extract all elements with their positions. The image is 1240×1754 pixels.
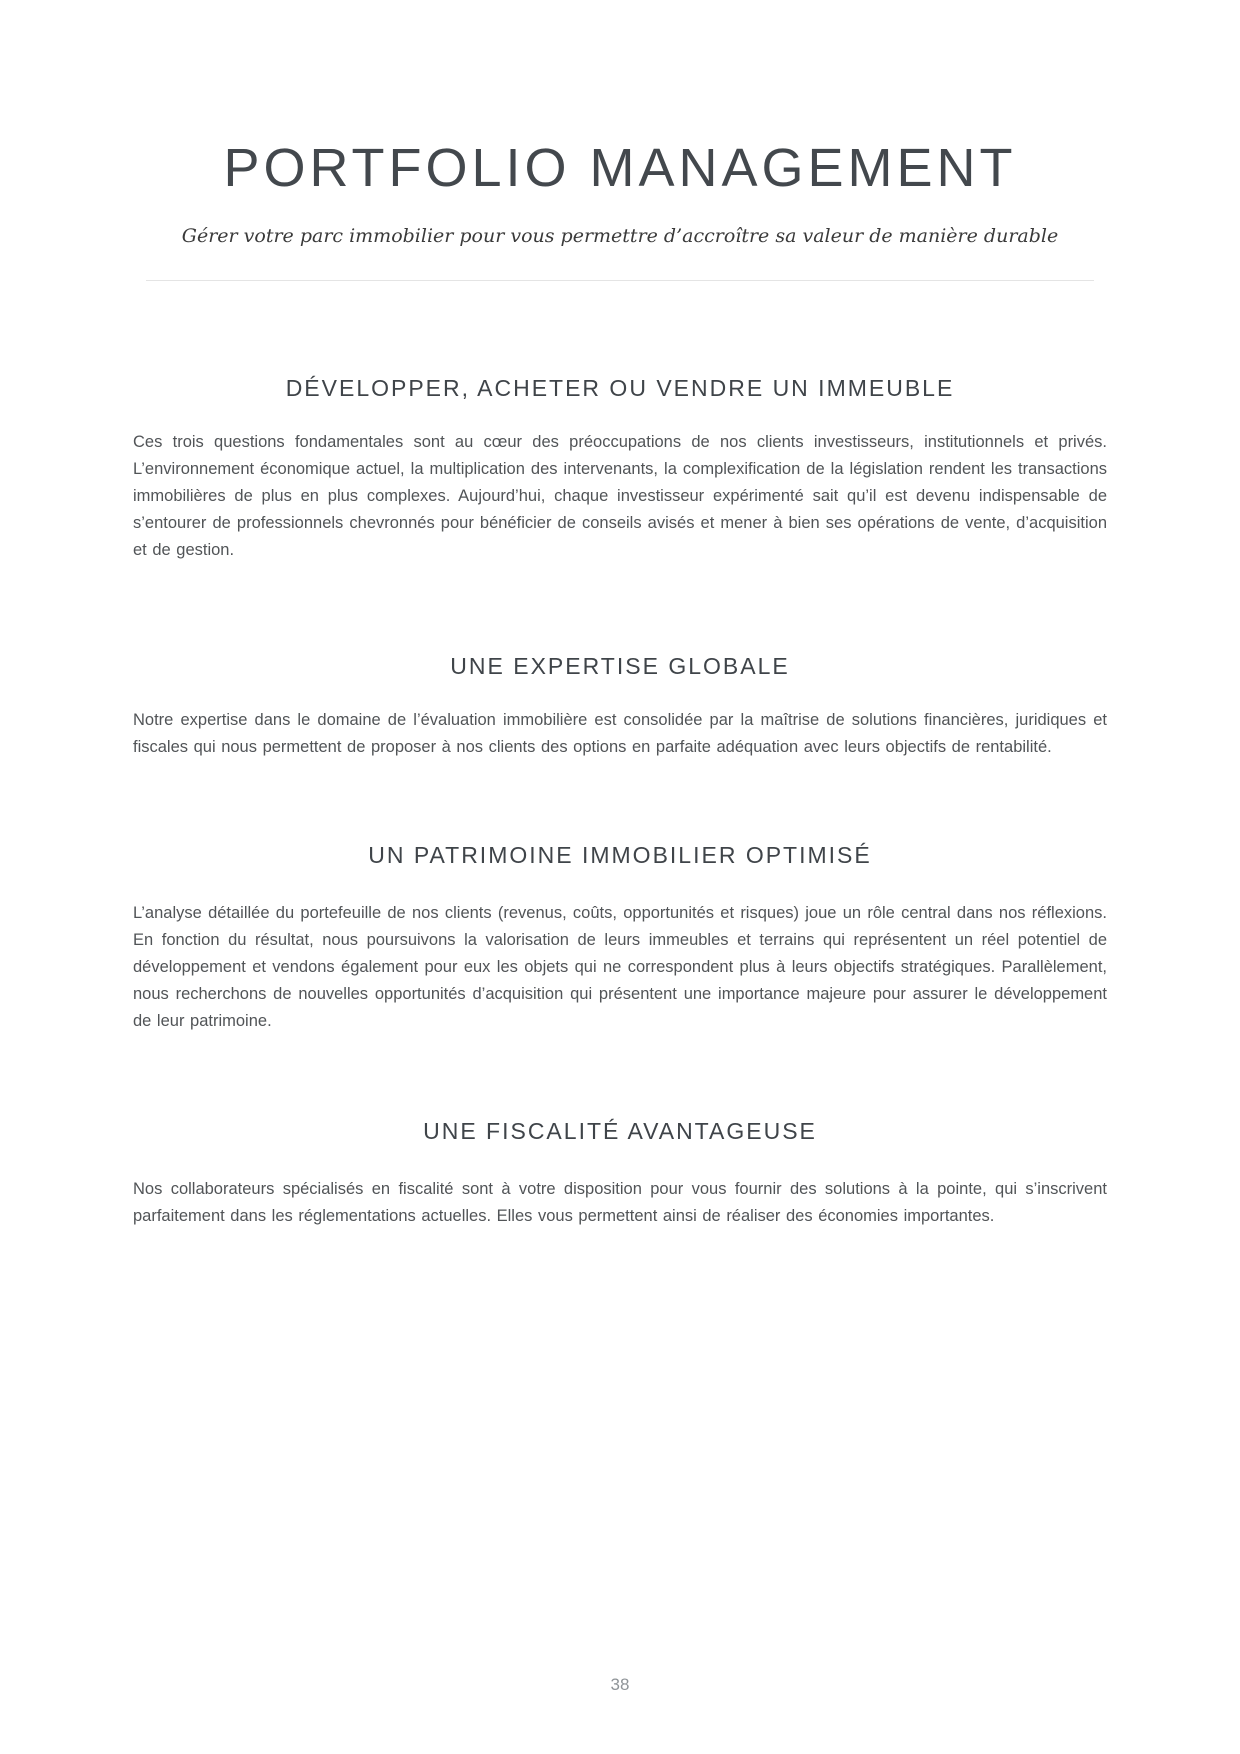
section-optimized-portfolio bbox=[133, 840, 1107, 1035]
section-body-text: L’analyse détaillée du portefeuille de nos clients (revenus, coûts, opportunités et risques) joue un rôle central dans nos réflexions. En fonction du résultat, nous poursuivons la valorisation de leurs immeubles et terrains qui représentent un réel potentiel de développement et vendons également pour eux les objets qui ne correspondent plus à leurs objectifs stratégiques. Parallèlement, nous recherchons de nouvelles opportunités d’acquisition qui présentent une importance majeure pour assurer le développement de leur patrimoine. bbox=[133, 904, 1107, 1030]
page-subtitle: Gérer votre parc immobilier pour vous permettre d’accroître sa valeur de manière durable bbox=[181, 225, 1059, 247]
section-body-text: Notre expertise dans le domaine de l’évaluation immobilière est consolidée par la maîtrise de solutions financières, juridiques et fiscales qui nous permettent de proposer à nos clients des options en parfaite adéquation avec leurs objectifs de rentabilité. bbox=[133, 711, 1107, 756]
section-tax-advantage bbox=[133, 1116, 1107, 1230]
page-number: 38 bbox=[610, 1675, 630, 1694]
page-header bbox=[133, 0, 1107, 281]
section-body-text: Ces trois questions fondamentales sont au cœur des préoccupations de nos clients investisseurs, institutionnels et privés. L’environnement économique actuel, la multiplication des intervenants, la complexification de la législation rendent les transactions immobilières de plus en plus complexes. Aujourd’hui, chaque investisseur expérimenté sait qu’il est devenu indispensable de s’entourer de professionnels chevronnés pour bénéficier de conseils avisés et mener à bien ses opérations de vente, d’acquisition et de gestion. bbox=[133, 433, 1107, 559]
section-heading: UNE FISCALITÉ AVANTAGEUSE bbox=[423, 1118, 817, 1144]
section-develop-buy-sell bbox=[133, 373, 1107, 564]
page-title: PORTFOLIO MANAGEMENT bbox=[223, 138, 1017, 198]
section-heading: DÉVELOPPER, ACHETER OU VENDRE UN IMMEUBLE bbox=[285, 375, 955, 401]
section-body-text: Nos collaborateurs spécialisés en fiscalité sont à votre disposition pour vous fournir des solutions à la pointe, qui s’inscrivent parfaitement dans les réglementations actuelles. Elles vous permettent ainsi de réaliser des économies importantes. bbox=[133, 1180, 1107, 1225]
header-divider bbox=[146, 280, 1094, 281]
content-column bbox=[133, 0, 1107, 1230]
section-heading: UNE EXPERTISE GLOBALE bbox=[450, 653, 790, 679]
section-heading: UN PATRIMOINE IMMOBILIER OPTIMISÉ bbox=[368, 842, 872, 868]
section-global-expertise bbox=[133, 651, 1107, 761]
